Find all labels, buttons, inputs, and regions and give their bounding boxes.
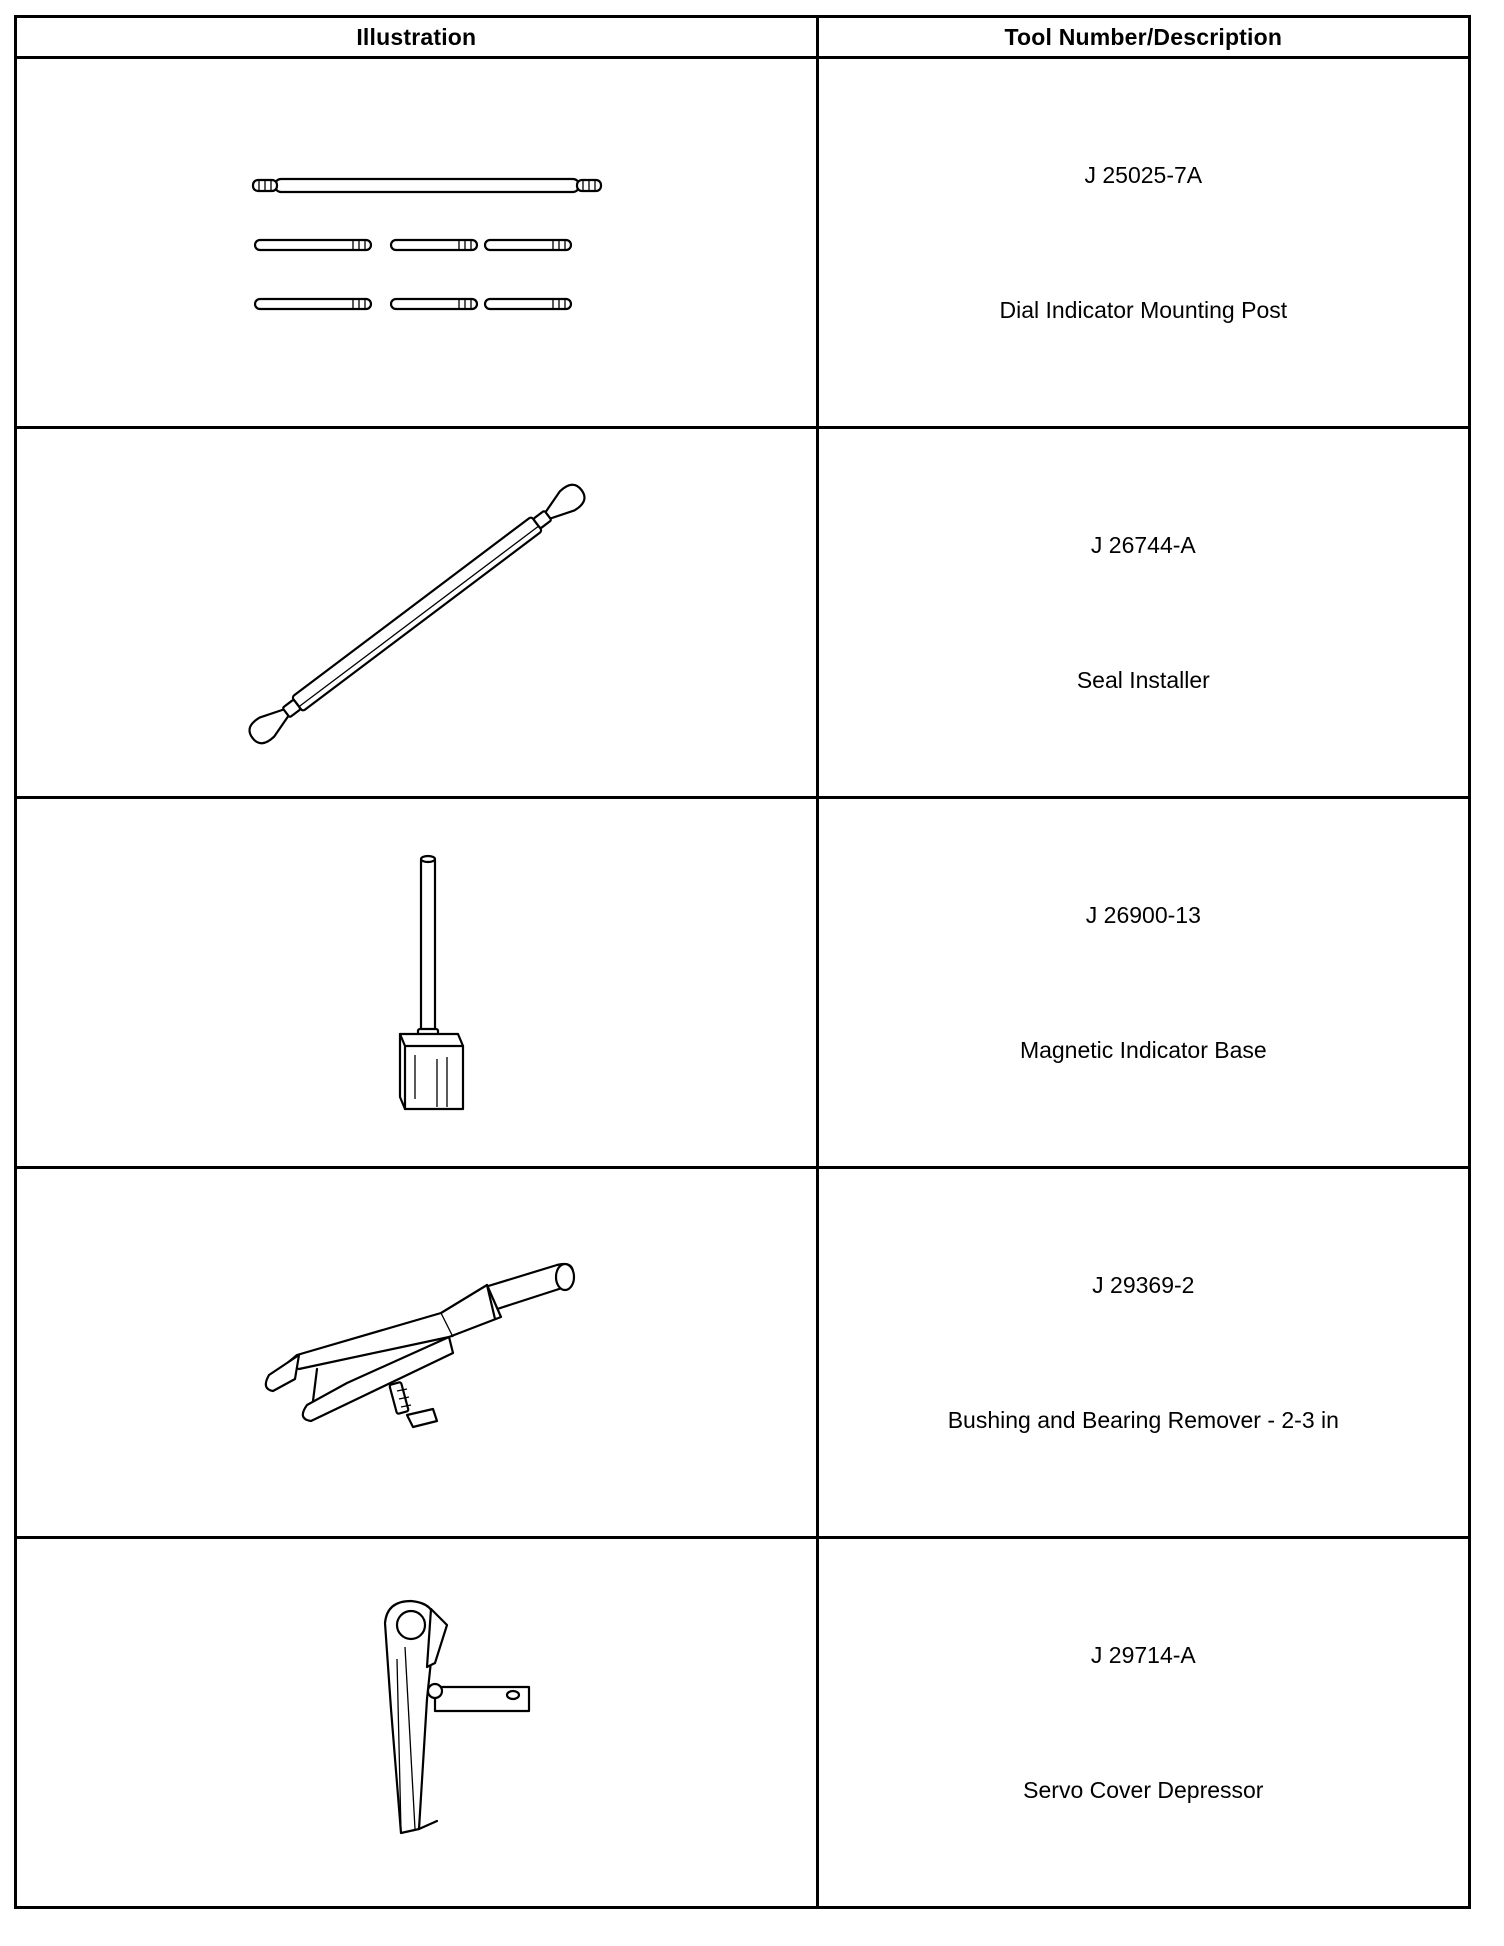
table-row	[16, 1538, 1470, 1908]
illustration-cell	[16, 798, 818, 1168]
tool-number: J 25025-7A	[1084, 161, 1203, 188]
illustration-cell	[16, 1168, 818, 1538]
illustration-cell	[16, 58, 818, 428]
servo-cover-depressor-icon	[17, 1539, 817, 1906]
tool-description: Servo Cover Depressor	[1023, 1776, 1264, 1803]
table-header-row	[16, 17, 1470, 58]
illustration-cell	[16, 1538, 818, 1908]
table-row	[16, 798, 1470, 1168]
tool-description: Dial Indicator Mounting Post	[999, 296, 1288, 323]
tool-cell	[817, 798, 1469, 1168]
tool-number: J 26900-13	[1085, 901, 1201, 928]
tool-number: J 26744-A	[1090, 531, 1196, 558]
dial-indicator-mounting-post-set-icon	[17, 59, 817, 426]
tool-cell	[817, 428, 1469, 798]
seal-installer-icon	[17, 429, 817, 796]
table-row	[16, 58, 1470, 428]
bushing-bearing-remover-icon	[17, 1169, 817, 1536]
tool-description: Magnetic Indicator Base	[1019, 1036, 1267, 1063]
illustration-column-header: Illustration	[16, 17, 818, 58]
illustration-cell	[16, 428, 818, 798]
tool-number: J 29714-A	[1090, 1641, 1196, 1668]
tool-description: Seal Installer	[1076, 666, 1210, 693]
tool-cell	[817, 58, 1469, 428]
tool-column-header: Tool Number/Description	[817, 17, 1469, 58]
table-row	[16, 428, 1470, 798]
tool-cell	[817, 1538, 1469, 1908]
table-row	[16, 1168, 1470, 1538]
tool-number: J 29369-2	[1092, 1271, 1195, 1298]
tool-cell	[817, 1168, 1469, 1538]
special-tools-table	[14, 15, 1471, 1909]
tool-description: Bushing and Bearing Remover - 2-3 in	[947, 1406, 1339, 1433]
magnetic-indicator-base-icon	[17, 799, 817, 1166]
